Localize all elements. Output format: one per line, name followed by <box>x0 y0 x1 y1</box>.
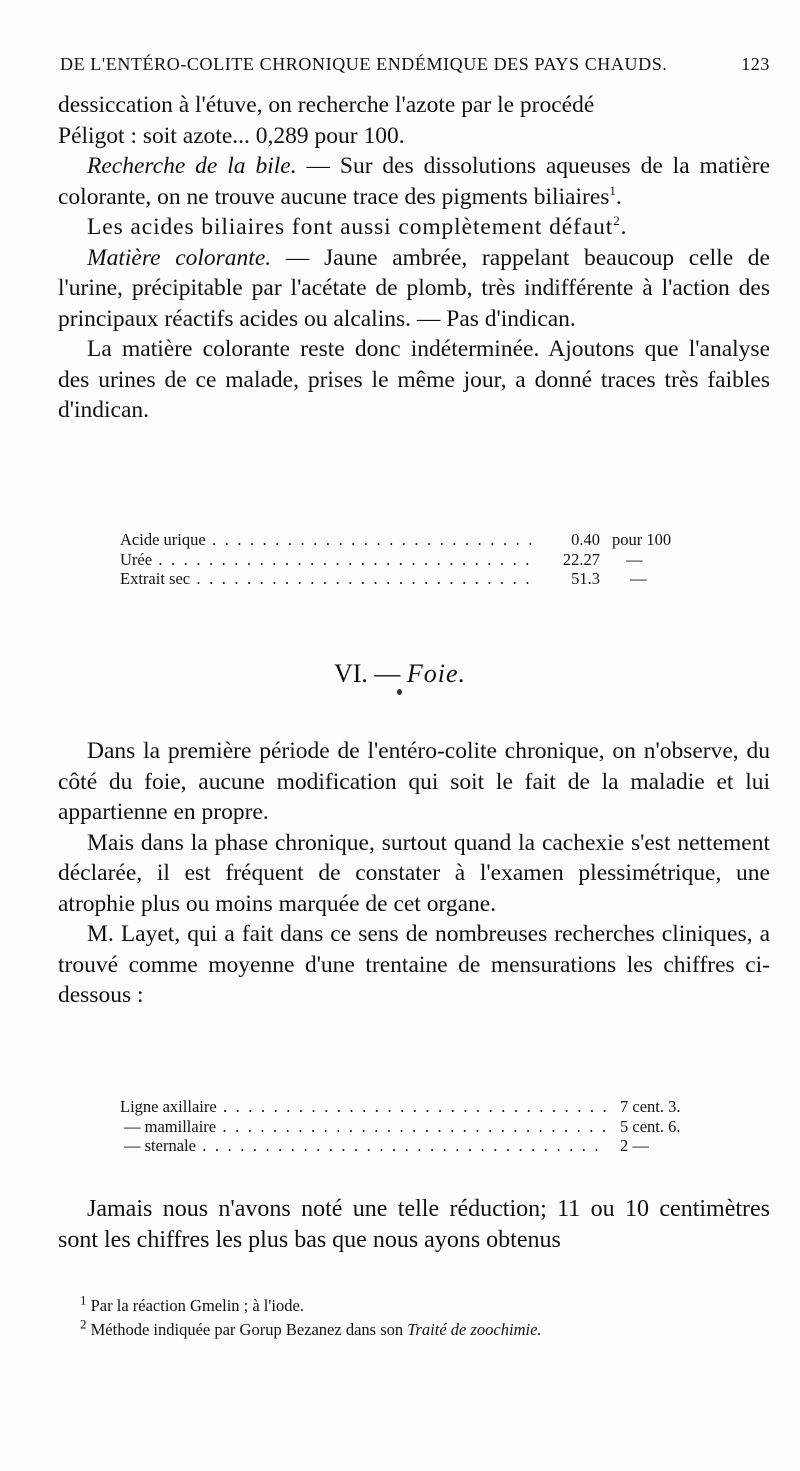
ornament-dot <box>397 689 402 695</box>
row-value: 22.27 <box>562 549 600 569</box>
row-label: Extrait sec . . . <box>120 569 532 589</box>
row-value: 51.3 <box>571 569 600 588</box>
row-label: — mamillaire . . . <box>120 1117 606 1137</box>
table-row <box>120 1097 720 1117</box>
colorant-text: — Jaune ambrée, rappelant beaucoup celle de l'urine, précipitable par l'acétate de plomb, très indifférente à l'action des principaux réactifs acides ou alcalins. — Pas d'indican. <box>58 244 770 332</box>
row-unit: — <box>630 569 647 588</box>
row-value: 7 cent. 3. <box>620 1097 681 1116</box>
row-label: — sternale . . . <box>120 1136 606 1156</box>
footnote-text: Méthode indiquée par Gorup Bezanez dans son <box>90 1320 408 1339</box>
footnote-ref-2: 2 <box>613 213 621 229</box>
liver-paragraph-3: M. Layet, qui a fait dans ce sens de nombreuses recherches cliniques, a trouvé comme moyenne d'une trentaine de mensurations les chiffres ci-dessous : <box>58 921 770 1008</box>
colorant-paragraph <box>58 243 770 335</box>
footnote-text: Par la réaction Gmelin ; à l'iode. <box>90 1296 304 1315</box>
closing-paragraph: Jamais nous n'avons noté une telle réduction; 11 ou 10 centimètres sont les chiffres les plus bas que nous ayons obtenus <box>58 1196 770 1253</box>
footnote-2 <box>80 1318 770 1342</box>
row-value: 5 cent. 6. <box>620 1116 681 1136</box>
liver-paragraph-1: Dans la première période de l'entéro-colite chronique, on n'observe, du côté du foie, aucune modification qui soit le fait de la maladie et lui appartienne en propre. <box>58 738 770 825</box>
footnote-mark: 1 <box>80 1292 87 1308</box>
acids-paragraph: Les acides biliaires font aussi complètement défaut$^2$. <box>87 213 628 240</box>
table-row <box>120 569 710 589</box>
row-label: Ligne axillaire . . . <box>120 1097 606 1117</box>
closing-text-block <box>58 1194 770 1256</box>
colorant-heading: Matière colorante. <box>87 244 272 271</box>
undetermined-paragraph: La matière colorante reste donc indéterminée. Ajoutons que l'analyse des urines de ce malade, prises le même jour, a donné traces très faibles d'indican. <box>58 336 770 423</box>
section-title: Foie. <box>406 659 467 688</box>
row-value: 2 — <box>620 1136 649 1155</box>
table-row <box>120 1136 720 1156</box>
footnote-mark: 2 <box>80 1316 87 1332</box>
liver-measurement-table <box>120 1097 720 1156</box>
liver-paragraph-2: Mais dans la phase chronique, surtout quand la cachexie s'est nettement déclarée, il est fréquent de constater à l'examen plessimétrique, une atrophie plus ou moins marquée de cet organe. <box>58 829 770 917</box>
footnote-ref-1: 1 <box>609 182 616 198</box>
running-head <box>60 54 770 75</box>
table-row <box>120 1117 720 1137</box>
intro-line-1: dessiccation à l'étuve, on recherche l'azote par le procédé <box>58 92 595 118</box>
row-unit: — <box>626 549 643 569</box>
liver-text-block <box>58 736 770 1011</box>
row-label: Acide urique . . . <box>120 530 532 550</box>
upper-text-block <box>58 90 770 426</box>
row-unit: pour 100 <box>612 530 672 549</box>
table-row <box>120 550 710 570</box>
bile-text: — Sur des dissolutions aqueuses de la matière colorante, on ne trouve aucune trace des pigments biliaires <box>58 153 771 210</box>
bile-heading: Recherche de la bile. <box>87 153 297 179</box>
section-number: VI. — <box>333 659 401 688</box>
intro-line-2: Péligot : soit azote... 0,289 pour 100. <box>58 122 405 149</box>
row-value: 0.40 <box>571 530 600 549</box>
running-head-title: DE L'ENTÉRO-COLITE CHRONIQUE ENDÉMIQUE DES PAYS CHAUDS. <box>60 54 668 74</box>
bile-paragraph: Recherche de la bile. — Sur des dissolutions aqueuses de la matière colorante, on ne trouve aucune trace des pigments biliaires$^1$. <box>58 153 771 210</box>
urine-analysis-table <box>120 530 710 589</box>
acids-text: Les acides biliaires font aussi complètement défaut <box>87 214 614 240</box>
row-label: Urée . . . <box>120 550 532 570</box>
section-heading <box>0 659 800 689</box>
footnotes <box>80 1294 770 1342</box>
table-row <box>120 530 710 550</box>
page-number: 123 <box>741 54 770 74</box>
footnote-1 <box>80 1294 770 1318</box>
footnote-book-title: Traité de zoochimie. <box>407 1320 542 1339</box>
